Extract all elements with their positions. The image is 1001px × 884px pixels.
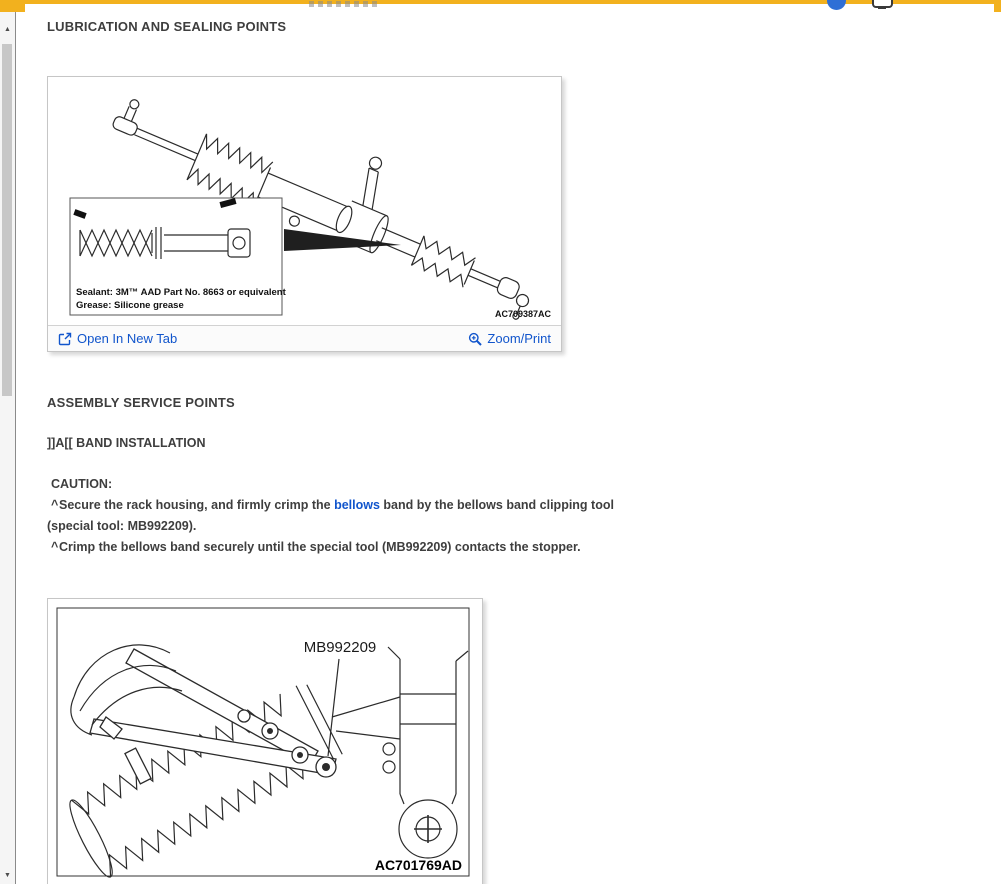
open-in-new-tab-link[interactable] (58, 331, 177, 346)
band-tool-diagram (48, 599, 482, 884)
bullet-marker: ^ (51, 498, 59, 512)
section-title-lubrication: LUBRICATION AND SEALING POINTS (47, 19, 287, 34)
toolbar-accent-strip (0, 0, 1001, 4)
zoom-icon (468, 332, 482, 346)
steering-rack-diagram (48, 77, 561, 325)
open-in-new-tab-label: Open In New Tab (77, 331, 178, 346)
figure-action-bar (48, 325, 561, 351)
scroll-down-button[interactable]: ▼ (0, 867, 15, 884)
special-tool-label: MB992209 (303, 639, 377, 656)
band-installation-title: ]]A[[ BAND INSTALLATION (47, 436, 206, 450)
bullet-marker: ^ (51, 540, 59, 554)
caution-label: CAUTION: (51, 477, 113, 491)
zoom-print-label: Zoom/Print (487, 331, 551, 346)
figure1-code: AC709387AC (494, 309, 551, 319)
scrollbar-thumb[interactable] (2, 44, 12, 396)
caution-bullet-1 (47, 495, 653, 537)
inset-pointer-wedge (284, 229, 401, 251)
inset-sealant-note: Sealant: 3M™ AAD Part No. 8663 or equivalent (76, 287, 286, 298)
inset-grease-note: Grease: Silicone grease (76, 300, 184, 311)
toolbar-accent-right (994, 0, 1001, 12)
document-content (17, 12, 1001, 884)
user-avatar-icon[interactable] (827, 0, 846, 10)
toolbar-accent-left (0, 0, 25, 12)
toolbar-truncated-text (309, 1, 379, 7)
open-in-new-tab-icon (58, 332, 72, 346)
zoom-print-link[interactable] (468, 331, 551, 346)
bullet2-text: Crimp the bellows band securely until the special tool (MB992209) contacts the stopper. (59, 540, 581, 554)
top-toolbar (0, 0, 1001, 12)
chat-icon[interactable] (872, 0, 893, 8)
bullet1-text-post: band by the bellows band clipping tool (special tool: MB992209). (47, 498, 614, 533)
section-title-assembly: ASSEMBLY SERVICE POINTS (47, 395, 235, 410)
scroll-up-button[interactable]: ▲ (0, 21, 15, 38)
bellows-link[interactable]: bellows (334, 498, 380, 512)
caution-bullet-2 (47, 537, 653, 558)
figure-canvas (48, 77, 561, 325)
figure2-code: AC701769AD (374, 857, 462, 873)
bullet1-text-pre: Secure the rack housing, and firmly crimp the (59, 498, 335, 512)
figure-lubrication-points (47, 76, 562, 352)
vertical-scrollbar[interactable] (0, 12, 16, 884)
figure-band-tool (47, 598, 483, 884)
scrollbar-track[interactable] (0, 38, 15, 867)
